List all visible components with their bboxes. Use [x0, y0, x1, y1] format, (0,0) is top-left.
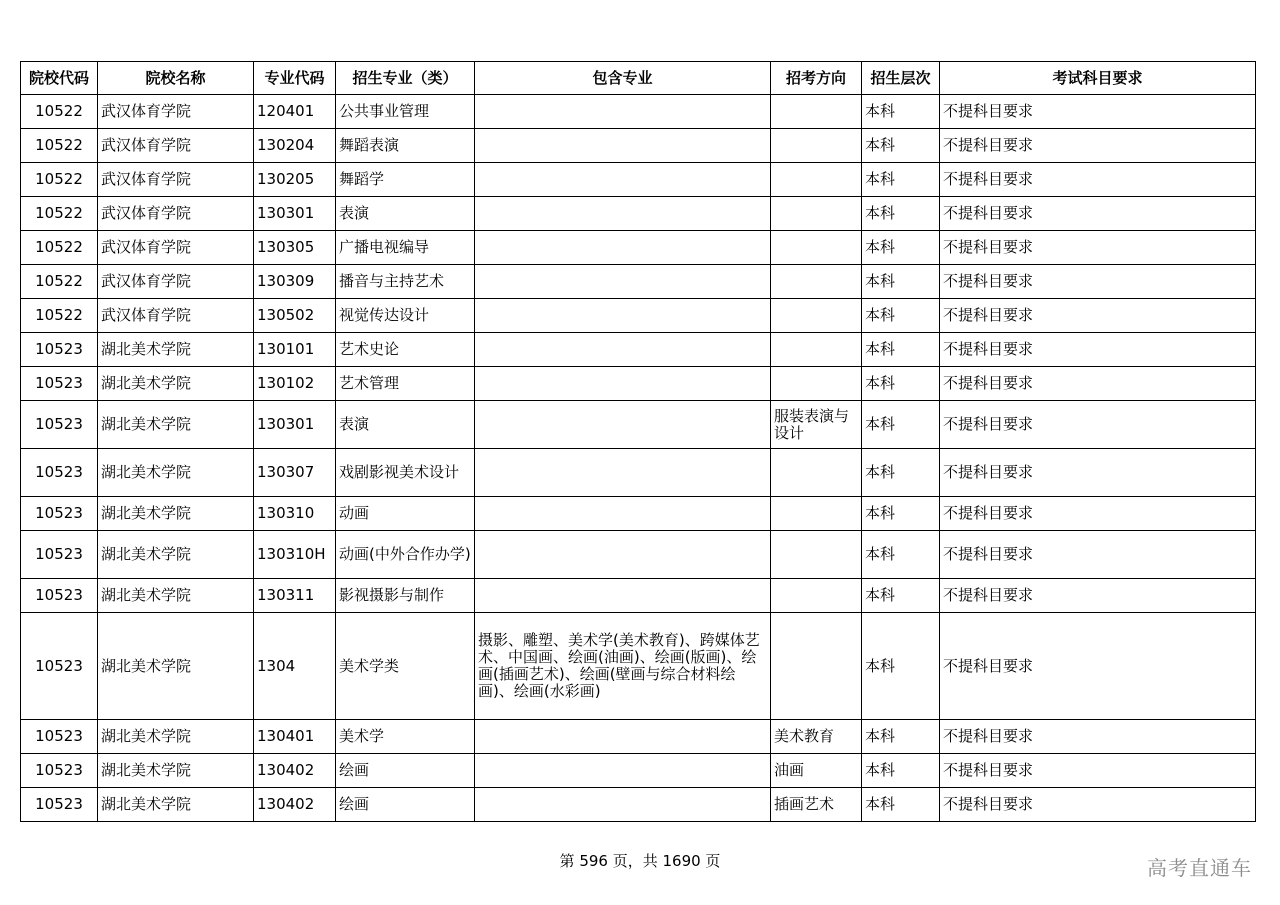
- cell-direction: [771, 265, 862, 299]
- cell-school-name: 武汉体育学院: [98, 299, 254, 333]
- cell-school-name: 湖北美术学院: [98, 449, 254, 497]
- cell-major-name: 播音与主持艺术: [336, 265, 475, 299]
- cell-school-code: 10522: [21, 299, 98, 333]
- table-row: [21, 449, 1256, 497]
- cell-school-name: 湖北美术学院: [98, 367, 254, 401]
- cell-school-name: 武汉体育学院: [98, 129, 254, 163]
- cell-level: 本科: [862, 613, 940, 720]
- cell-included-majors: [475, 754, 771, 788]
- cell-major-name: 视觉传达设计: [336, 299, 475, 333]
- cell-school-code: 10523: [21, 531, 98, 579]
- cell-included-majors: [475, 449, 771, 497]
- table-row: [21, 367, 1256, 401]
- cell-level: 本科: [862, 449, 940, 497]
- cell-school-code: 10522: [21, 231, 98, 265]
- cell-subject-requirement: 不提科目要求: [940, 95, 1256, 129]
- cell-direction: [771, 531, 862, 579]
- cell-direction: [771, 95, 862, 129]
- cell-school-name: 湖北美术学院: [98, 497, 254, 531]
- table-row: [21, 531, 1256, 579]
- cell-level: 本科: [862, 788, 940, 822]
- cell-major-name: 公共事业管理: [336, 95, 475, 129]
- cell-major-name: 艺术史论: [336, 333, 475, 367]
- cell-subject-requirement: 不提科目要求: [940, 579, 1256, 613]
- cell-major-name: 美术学: [336, 720, 475, 754]
- cell-major-code: 1304: [254, 613, 336, 720]
- cell-school-code: 10523: [21, 579, 98, 613]
- cell-school-code: 10523: [21, 754, 98, 788]
- cell-school-code: 10522: [21, 265, 98, 299]
- cell-school-name: 武汉体育学院: [98, 265, 254, 299]
- cell-included-majors: [475, 720, 771, 754]
- cell-school-code: 10522: [21, 163, 98, 197]
- cell-included-majors: [475, 129, 771, 163]
- cell-subject-requirement: 不提科目要求: [940, 265, 1256, 299]
- cell-subject-requirement: 不提科目要求: [940, 367, 1256, 401]
- cell-subject-requirement: 不提科目要求: [940, 613, 1256, 720]
- cell-included-majors: [475, 163, 771, 197]
- cell-school-code: 10523: [21, 720, 98, 754]
- cell-major-name: 绘画: [336, 788, 475, 822]
- cell-major-code: 130309: [254, 265, 336, 299]
- cell-included-majors: [475, 497, 771, 531]
- cell-level: 本科: [862, 333, 940, 367]
- cell-subject-requirement: 不提科目要求: [940, 531, 1256, 579]
- cell-included-majors: [475, 531, 771, 579]
- cell-direction: [771, 333, 862, 367]
- cell-direction: [771, 367, 862, 401]
- cell-school-code: 10522: [21, 197, 98, 231]
- cell-direction: [771, 129, 862, 163]
- cell-school-name: 湖北美术学院: [98, 333, 254, 367]
- cell-direction: 服装表演与设计: [771, 401, 862, 449]
- cell-major-code: 130402: [254, 754, 336, 788]
- cell-direction: [771, 449, 862, 497]
- cell-major-name: 戏剧影视美术设计: [336, 449, 475, 497]
- cell-subject-requirement: 不提科目要求: [940, 401, 1256, 449]
- cell-major-code: 130502: [254, 299, 336, 333]
- cell-major-name: 动画(中外合作办学): [336, 531, 475, 579]
- cell-school-code: 10523: [21, 788, 98, 822]
- cell-school-name: 武汉体育学院: [98, 197, 254, 231]
- cell-direction: 插画艺术: [771, 788, 862, 822]
- table-row: [21, 720, 1256, 754]
- cell-included-majors: 摄影、雕塑、美术学(美术教育)、跨媒体艺术、中国画、绘画(油画)、绘画(版画)、绘画(插画艺术)、绘画(壁画与综合材料绘画)、绘画(水彩画): [475, 613, 771, 720]
- cell-level: 本科: [862, 95, 940, 129]
- cell-level: 本科: [862, 129, 940, 163]
- cell-subject-requirement: 不提科目要求: [940, 299, 1256, 333]
- cell-major-code: 130204: [254, 129, 336, 163]
- cell-direction: 美术教育: [771, 720, 862, 754]
- cell-school-name: 武汉体育学院: [98, 95, 254, 129]
- cell-subject-requirement: 不提科目要求: [940, 129, 1256, 163]
- table-row: [21, 401, 1256, 449]
- cell-direction: [771, 231, 862, 265]
- cell-level: 本科: [862, 497, 940, 531]
- cell-school-name: 湖北美术学院: [98, 720, 254, 754]
- cell-direction: 油画: [771, 754, 862, 788]
- cell-school-name: 武汉体育学院: [98, 231, 254, 265]
- header-school-code: 院校代码: [21, 62, 98, 95]
- cell-school-name: 湖北美术学院: [98, 579, 254, 613]
- cell-major-name: 绘画: [336, 754, 475, 788]
- cell-level: 本科: [862, 401, 940, 449]
- cell-major-name: 动画: [336, 497, 475, 531]
- cell-major-code: 120401: [254, 95, 336, 129]
- cell-subject-requirement: 不提科目要求: [940, 754, 1256, 788]
- cell-school-code: 10523: [21, 401, 98, 449]
- cell-major-name: 表演: [336, 197, 475, 231]
- table-row: [21, 163, 1256, 197]
- table-row: [21, 788, 1256, 822]
- table-row: [21, 95, 1256, 129]
- cell-major-code: 130307: [254, 449, 336, 497]
- table-row: [21, 231, 1256, 265]
- header-included-majors: 包含专业: [475, 62, 771, 95]
- cell-major-name: 美术学类: [336, 613, 475, 720]
- cell-direction: [771, 163, 862, 197]
- cell-major-name: 表演: [336, 401, 475, 449]
- cell-major-code: 130305: [254, 231, 336, 265]
- cell-school-name: 武汉体育学院: [98, 163, 254, 197]
- cell-direction: [771, 197, 862, 231]
- cell-level: 本科: [862, 299, 940, 333]
- cell-direction: [771, 299, 862, 333]
- cell-school-name: 湖北美术学院: [98, 401, 254, 449]
- cell-school-code: 10523: [21, 367, 98, 401]
- cell-major-code: 130402: [254, 788, 336, 822]
- cell-school-name: 湖北美术学院: [98, 613, 254, 720]
- cell-school-code: 10523: [21, 497, 98, 531]
- cell-subject-requirement: 不提科目要求: [940, 231, 1256, 265]
- cell-subject-requirement: 不提科目要求: [940, 449, 1256, 497]
- cell-level: 本科: [862, 231, 940, 265]
- header-major: 招生专业（类）: [336, 62, 475, 95]
- cell-level: 本科: [862, 163, 940, 197]
- cell-subject-requirement: 不提科目要求: [940, 497, 1256, 531]
- cell-level: 本科: [862, 531, 940, 579]
- cell-major-code: 130101: [254, 333, 336, 367]
- cell-level: 本科: [862, 754, 940, 788]
- cell-direction: [771, 497, 862, 531]
- watermark: 高考直通车: [1147, 856, 1252, 880]
- table-row: [21, 129, 1256, 163]
- table-row: [21, 497, 1256, 531]
- table-body: [21, 95, 1256, 822]
- admissions-table: [20, 61, 1256, 822]
- cell-level: 本科: [862, 367, 940, 401]
- cell-subject-requirement: 不提科目要求: [940, 720, 1256, 754]
- cell-school-code: 10522: [21, 95, 98, 129]
- table-row: [21, 613, 1256, 720]
- cell-level: 本科: [862, 197, 940, 231]
- cell-direction: [771, 579, 862, 613]
- table-row: [21, 197, 1256, 231]
- cell-school-name: 湖北美术学院: [98, 754, 254, 788]
- header-school-name: 院校名称: [98, 62, 254, 95]
- table-row: [21, 754, 1256, 788]
- cell-included-majors: [475, 579, 771, 613]
- cell-major-code: 130311: [254, 579, 336, 613]
- cell-included-majors: [475, 197, 771, 231]
- table-row: [21, 299, 1256, 333]
- table-row: [21, 333, 1256, 367]
- cell-major-code: 130301: [254, 401, 336, 449]
- cell-major-code: 130205: [254, 163, 336, 197]
- cell-major-name: 影视摄影与制作: [336, 579, 475, 613]
- header-subject-requirement: 考试科目要求: [940, 62, 1256, 95]
- cell-school-code: 10523: [21, 333, 98, 367]
- table-row: [21, 579, 1256, 613]
- cell-subject-requirement: 不提科目要求: [940, 197, 1256, 231]
- table-row: [21, 265, 1256, 299]
- cell-major-code: 130301: [254, 197, 336, 231]
- cell-major-name: 艺术管理: [336, 367, 475, 401]
- cell-level: 本科: [862, 265, 940, 299]
- cell-level: 本科: [862, 720, 940, 754]
- cell-included-majors: [475, 788, 771, 822]
- cell-major-name: 舞蹈表演: [336, 129, 475, 163]
- header-major-code: 专业代码: [254, 62, 336, 95]
- cell-direction: [771, 613, 862, 720]
- cell-major-code: 130102: [254, 367, 336, 401]
- cell-subject-requirement: 不提科目要求: [940, 333, 1256, 367]
- cell-included-majors: [475, 299, 771, 333]
- header-row: [21, 62, 1256, 95]
- cell-major-code: 130401: [254, 720, 336, 754]
- cell-major-name: 舞蹈学: [336, 163, 475, 197]
- header-direction: 招考方向: [771, 62, 862, 95]
- cell-included-majors: [475, 265, 771, 299]
- cell-school-name: 湖北美术学院: [98, 531, 254, 579]
- cell-major-name: 广播电视编导: [336, 231, 475, 265]
- cell-school-code: 10523: [21, 449, 98, 497]
- cell-subject-requirement: 不提科目要求: [940, 788, 1256, 822]
- cell-school-code: 10523: [21, 613, 98, 720]
- cell-school-code: 10522: [21, 129, 98, 163]
- page-number: 第 596 页，共 1690 页: [559, 852, 721, 870]
- cell-major-code: 130310: [254, 497, 336, 531]
- cell-subject-requirement: 不提科目要求: [940, 163, 1256, 197]
- cell-included-majors: [475, 333, 771, 367]
- cell-included-majors: [475, 401, 771, 449]
- cell-level: 本科: [862, 579, 940, 613]
- header-level: 招生层次: [862, 62, 940, 95]
- cell-included-majors: [475, 367, 771, 401]
- cell-included-majors: [475, 231, 771, 265]
- cell-major-code: 130310H: [254, 531, 336, 579]
- cell-school-name: 湖北美术学院: [98, 788, 254, 822]
- cell-included-majors: [475, 95, 771, 129]
